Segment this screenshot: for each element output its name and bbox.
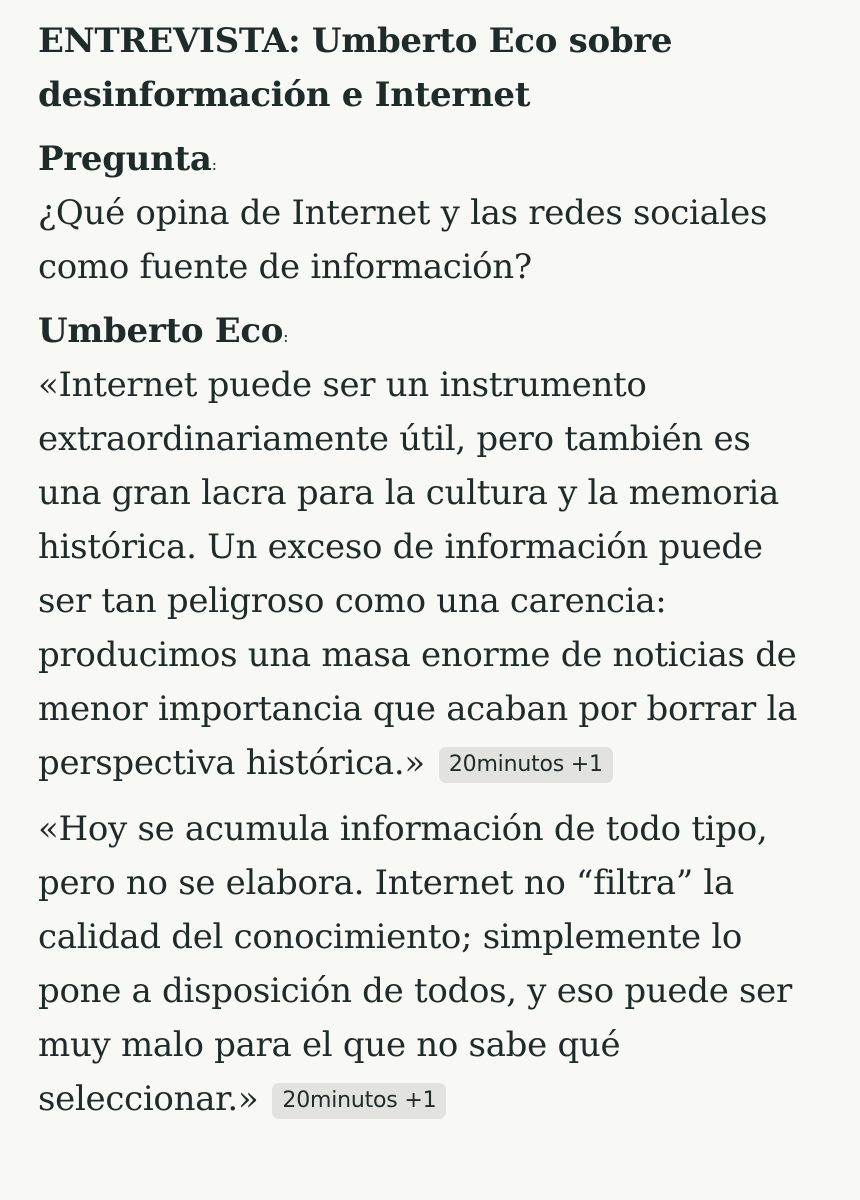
- question-speaker-colon: :: [211, 155, 218, 174]
- answer-quote-text: «Internet puede ser un instrumento extraordinariamente útil, pero también es una gran lacra para la cultura y la memoria histórica. Un exceso de información puede ser tan peligroso como una carencia: producimos una masa enorme de noticias de menor importancia que acaban por borrar la perspectiva histórica.»: [38, 365, 798, 783]
- answer-speaker-line: [38, 304, 824, 358]
- source-citation-chip[interactable]: 20minutos +1: [272, 1083, 446, 1119]
- answer-block: [38, 304, 824, 1126]
- source-citation-chip[interactable]: 20minutos +1: [439, 747, 613, 783]
- answer-speaker: Umberto Eco: [38, 311, 284, 351]
- answer-quote-paragraph: [38, 802, 824, 1126]
- question-block: [38, 132, 824, 294]
- answer-quote-paragraph: [38, 358, 824, 790]
- answer-speaker-colon: :: [283, 327, 289, 346]
- question-speaker-line: [38, 132, 824, 186]
- answer-quote-text: «Hoy se acumula información de todo tipo, pero no se elabora. Internet no “filtra” la calidad del conocimiento; simplemente lo pone a disposición de todos, y eso puede ser muy malo para el que no sabe qué seleccionar.»: [38, 809, 792, 1119]
- question-speaker: Pregunta: [38, 139, 212, 179]
- article-title: ENTREVISTA: Umberto Eco sobre desinformación e Internet: [38, 21, 673, 115]
- question-text: ¿Qué opina de Internet y las redes sociales como fuente de información?: [38, 193, 768, 287]
